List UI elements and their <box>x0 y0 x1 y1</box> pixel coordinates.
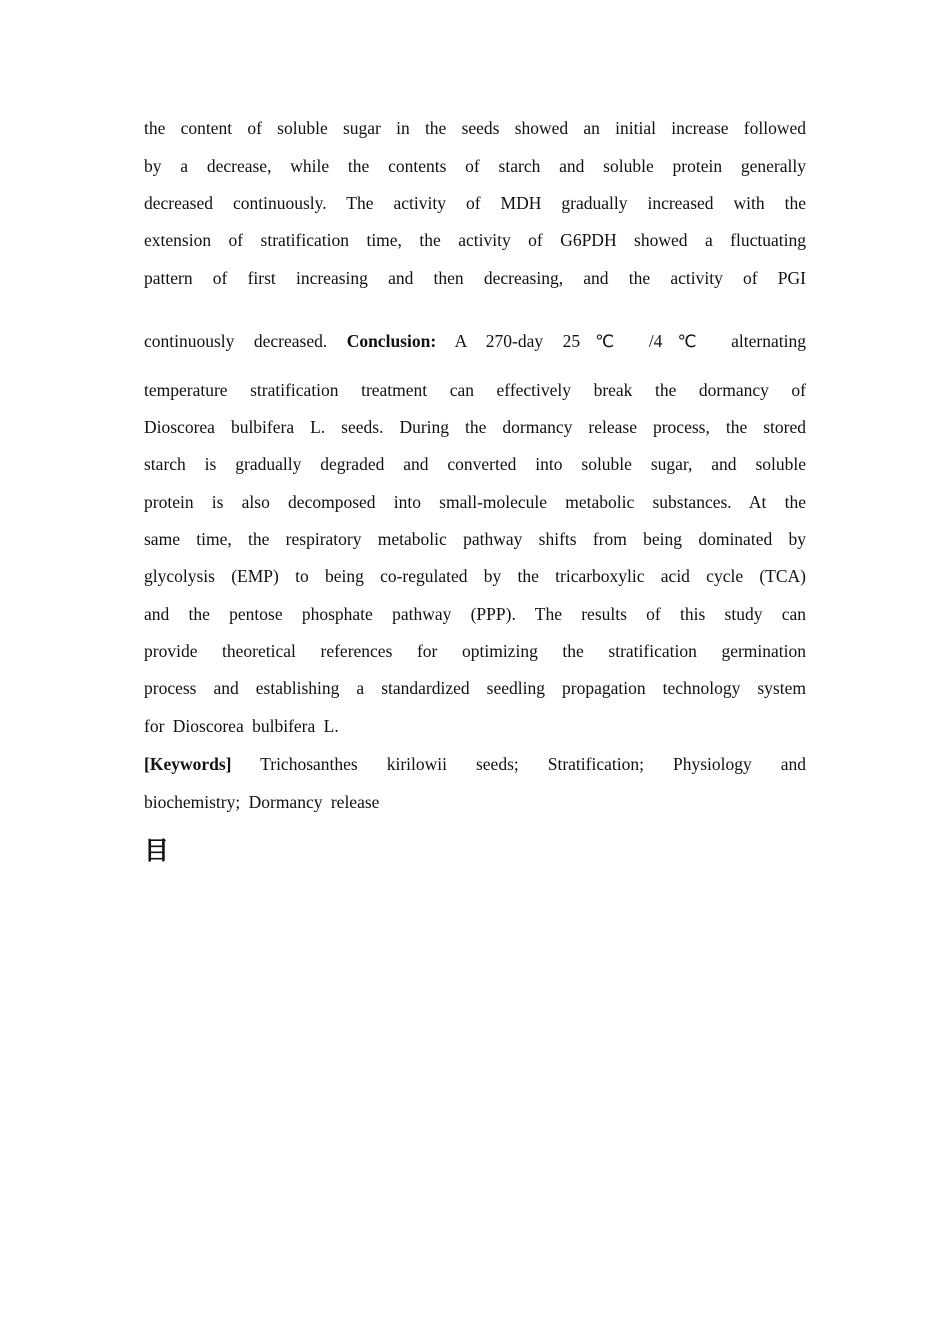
abstract-line: protein is also decomposed into small-molecule metabolic substances. At the <box>144 492 806 512</box>
conclusion-text-b: alternating <box>711 331 806 351</box>
abstract-line: extension of stratification time, the activity of G6PDH showed a fluctuating <box>144 230 806 250</box>
toc-heading: 目 <box>144 836 170 865</box>
abstract-line: pattern of first increasing and then decreasing, and the activity of PGI <box>144 268 806 288</box>
keywords-label: [Keywords] <box>144 754 232 774</box>
keywords-line <box>144 752 806 776</box>
abstract-line: same time, the respiratory metabolic pathway shifts from being dominated by <box>144 529 806 549</box>
abstract-line: glycolysis (EMP) to being co-regulated by the tricarboxylic acid cycle (TCA) <box>144 566 806 586</box>
abstract-line: starch is gradually degraded and converted into soluble sugar, and soluble <box>144 454 806 474</box>
abstract-line: process and establishing a standardized seedling propagation technology system <box>144 678 806 698</box>
conclusion-text-before: continuously decreased. <box>144 331 347 351</box>
keywords-line-last: biochemistry; Dormancy release <box>144 792 380 812</box>
conclusion-label: Conclusion: <box>346 331 437 351</box>
abstract-line-last: for Dioscorea bulbifera L. <box>144 716 339 736</box>
abstract-line: temperature stratification treatment can effectively break the dormancy of <box>144 380 806 400</box>
degree-symbol: ℃ <box>662 332 712 352</box>
keywords-text: Trichosanthes kirilowii seeds; Stratification; Physiology and <box>231 754 806 774</box>
abstract-line: and the pentose phosphate pathway (PPP). The results of this study can <box>144 604 806 624</box>
abstract-line: provide theoretical references for optimizing the stratification germination <box>144 641 806 661</box>
conclusion-text-mid: /4 <box>629 331 663 351</box>
abstract-line: by a decrease, while the contents of starch and soluble protein generally <box>144 156 806 176</box>
conclusion-line <box>144 329 806 353</box>
abstract-line: the content of soluble sugar in the seeds showed an initial increase followed <box>144 118 806 138</box>
abstract-line: Dioscorea bulbifera L. seeds. During the dormancy release process, the stored <box>144 417 806 437</box>
abstract-line: decreased continuously. The activity of MDH gradually increased with the <box>144 193 806 213</box>
conclusion-text-a: A 270-day 25 <box>436 331 581 351</box>
degree-symbol: ℃ <box>580 332 630 352</box>
